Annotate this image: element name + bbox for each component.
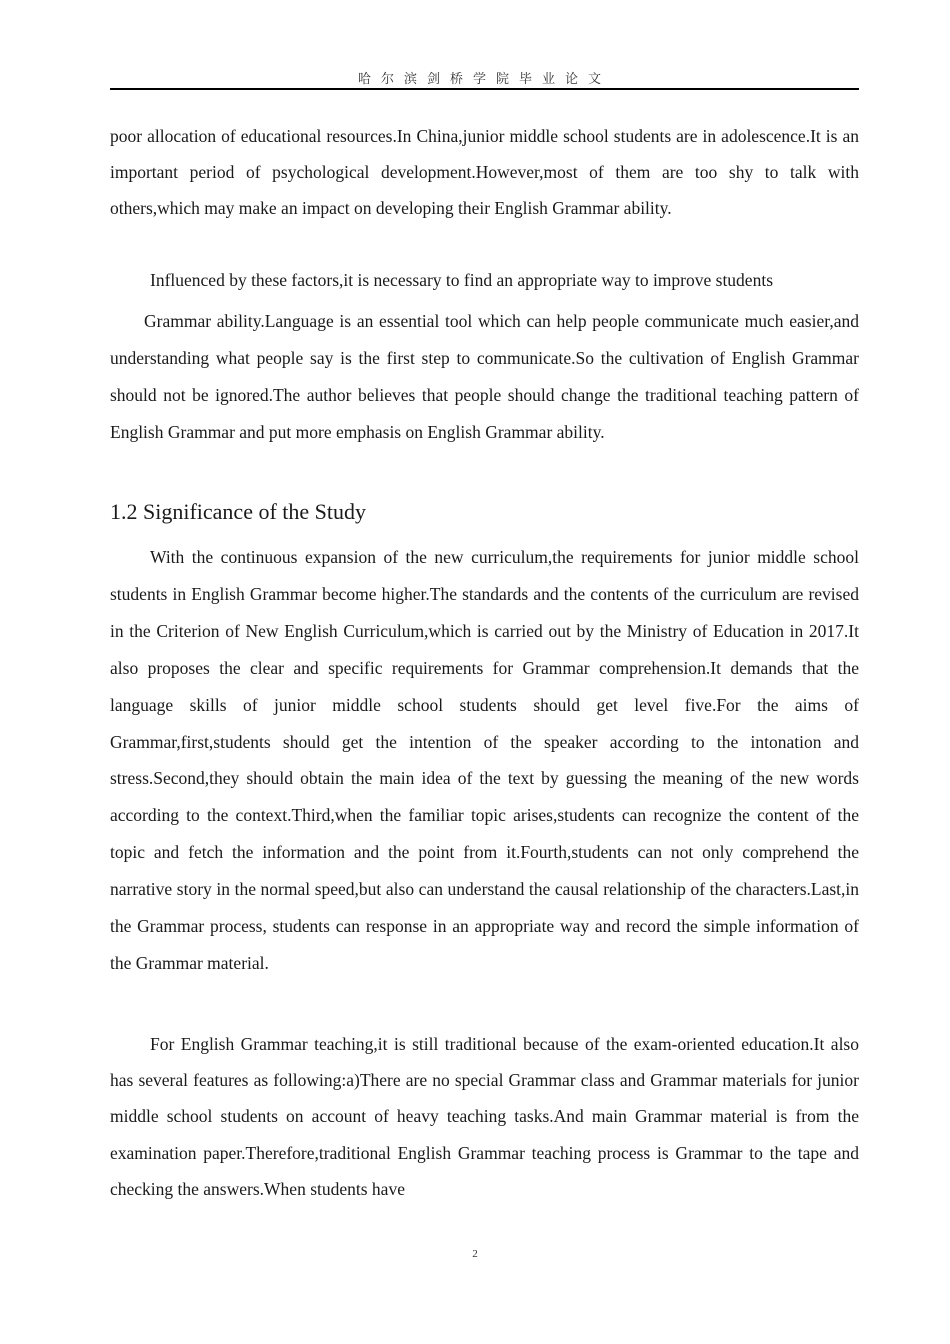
paragraph-significance: With the continuous expansion of the new curriculum,the requirements for junior middle school students in English Grammar become higher.The standards and the contents of the curriculum are revised in the Criterion of New English Curriculum,which is carried out by the Ministry of Education in 2017.It also proposes the clear and specific requirements for Grammar comprehension.It demands that the language skills of junior middle school students should get level five.For the aims of Grammar,first,students should get the intention of the speaker according to the intonation and stress.Second,they should obtain the main idea of the text by guessing the meaning of the new words according to the context.Third,when the familiar topic arises,students can recognize the content of the topic and fetch the information and the point from it.Fourth,students can not only comprehend the narrative story in the normal speed,but also can understand the causal relationship of the characters.Last,in the Grammar process, students can response in an appropriate way and record the simple information of the Grammar material.	[110, 547, 859, 973]
paragraph-line-indented: Influenced by these factors,it is necessary to find an appropriate way to improve students	[150, 270, 774, 290]
section-heading: 1.2 Significance of the Study	[110, 499, 367, 524]
paragraph-body: Grammar ability.Language is an essential tool which can help people communicate much easier,and understanding what people say is the first step to communicate.So the cultivation of English Grammar should not be ignored.The author believes that people should change the traditional teaching pattern of English Grammar and put more emphasis on English Grammar ability.	[110, 311, 859, 442]
page-number: 2	[472, 1248, 478, 1260]
paragraph-continuation: poor allocation of educational resources.In China,junior middle school students are in adolescence.It is an important period of psychological development.However,most of them are too shy to talk with others,which may make an impact on developing their English Grammar ability.	[110, 126, 859, 219]
paragraph-teaching: For English Grammar teaching,it is still traditional because of the exam-oriented education.It also has several features as following:a)There are no special Grammar class and Grammar materials for junior middle school students on account of heavy teaching tasks.And main Grammar material is from the examination paper.Therefore,traditional English Grammar teaching process is Grammar to the tape and checking the answers.When students have	[110, 1034, 859, 1199]
page-header: 哈尔滨剑桥学院毕业论文	[110, 71, 859, 90]
